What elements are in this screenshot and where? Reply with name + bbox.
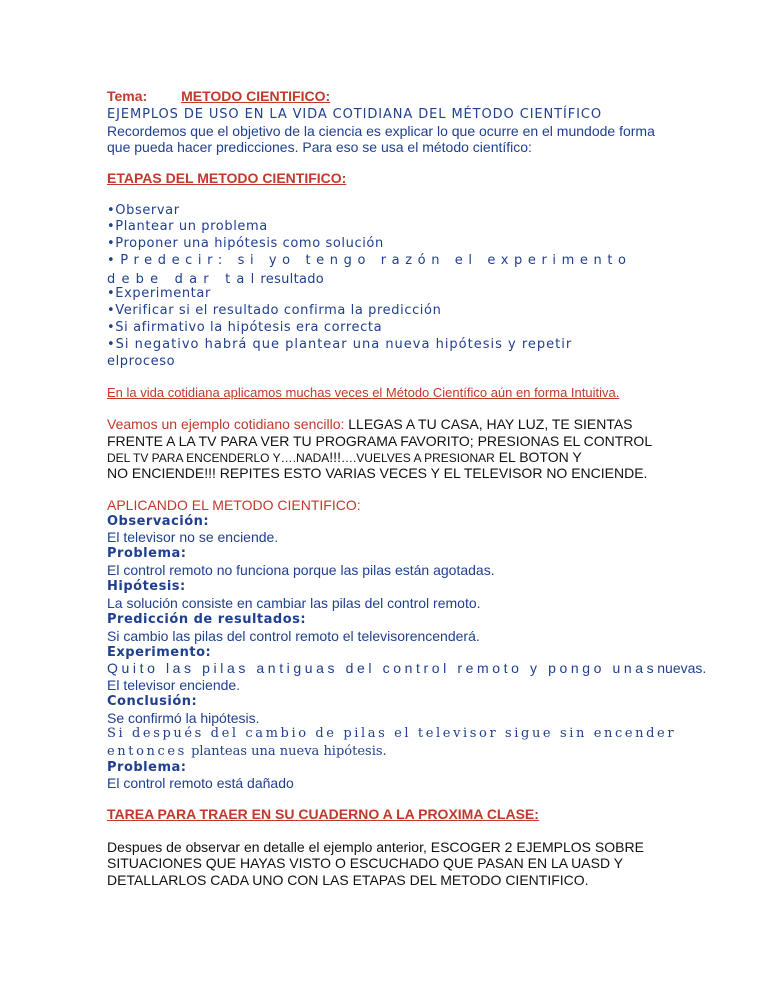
- step-proponer: •Proponer una hipótesis como solución: [107, 236, 384, 251]
- experimento-spaced: Quito las pilas antiguas del control remoto y pongo unas: [107, 660, 658, 676]
- tarea-line-1: Despues de observar en detalle el ejemplo anterior, ESCOGER 2 EJEMPLOS SOBRE: [107, 839, 644, 855]
- example-line-3-c: EL BOTON Y: [494, 449, 582, 465]
- aplicando-heading: APLICANDO EL METODO CIENTIFICO:: [107, 497, 361, 513]
- prediccion-label: Predicción de resultados:: [107, 612, 307, 627]
- step-observar: •Observar: [107, 203, 180, 218]
- conclusion-label: Conclusión:: [107, 694, 198, 709]
- si-despues-line-2: [107, 742, 387, 760]
- example-line-2: FRENTE A LA TV PARA VER TU PROGRAMA FAVORITO; PRESIONAS EL CONTROL: [107, 433, 653, 449]
- step-negativo-cont: elproceso: [107, 354, 176, 369]
- si-despues-spaced: entonces: [107, 744, 187, 759]
- title-line: [107, 88, 330, 104]
- example-line-3-a: DEL TV PARA ENCENDERLO Y….NADA: [107, 451, 330, 465]
- hipotesis-text: La solución consiste en cambiar las pilas del control remoto.: [107, 595, 481, 611]
- intro-line-2: que pueda hacer predicciones. Para eso se usa el método científico:: [107, 139, 532, 155]
- step-afirmativo: •Si afirmativo la hipótesis era correcta: [107, 320, 383, 335]
- si-despues-rest: planteas una nueva hipótesis.: [186, 744, 387, 759]
- problema-text: El control remoto no funciona porque las pilas están agotadas.: [107, 562, 495, 578]
- problema-label: Problema:: [107, 546, 187, 561]
- conclusion-text: Se confirmó la hipótesis.: [107, 710, 260, 726]
- problema2-label: Problema:: [107, 760, 187, 775]
- example-line-1: [107, 416, 633, 432]
- tema-value: METODO CIENTIFICO:: [181, 88, 331, 104]
- step-verificar: •Verificar si el resultado confirma la predicción: [107, 303, 442, 318]
- tarea-line-2: SITUACIONES QUE HAYAS VISTO O ESCUCHADO QUE PASAN EN LA UASD Y: [107, 855, 624, 871]
- si-despues-line-1: Si después del cambio de pilas el televisor sigue sin encender: [107, 726, 677, 741]
- vida-cotidiana: En la vida cotidiana aplicamos muchas veces el Método Científico aún en forma Intuitiva.: [107, 385, 620, 400]
- experimento-result: El televisor enciende.: [107, 677, 241, 693]
- step-predecir: •Predecir: si yo tengo razón el experimento: [107, 253, 632, 268]
- intro-line-1: Recordemos que el objetivo de la ciencia es explicar lo que ocurre en el mundode forma: [107, 123, 655, 139]
- example-line-3-exc: !!!: [329, 449, 341, 465]
- step-plantear: •Plantear un problema: [107, 219, 268, 234]
- observacion-text: El televisor no se enciende.: [107, 529, 279, 545]
- example-line-1-rest: LLEGAS A TU CASA, HAY LUZ, TE SIENTAS: [344, 416, 633, 432]
- tarea-line-3: DETALLARLOS CADA UNO CON LAS ETAPAS DEL METODO CIENTIFICO.: [107, 872, 589, 888]
- experimento-line: [107, 660, 706, 678]
- hipotesis-label: Hipótesis:: [107, 579, 186, 594]
- example-line-4: NO ENCIENDE!!! REPITES ESTO VARIAS VECES Y EL TELEVISOR NO ENCIENDE.: [107, 465, 648, 481]
- experimento-label: Experimento:: [107, 645, 212, 660]
- tema-label: Tema:: [107, 88, 148, 104]
- prediccion-text: Si cambio las pilas del control remoto el televisorencenderá.: [107, 628, 480, 644]
- observacion-label: Observación:: [107, 514, 210, 529]
- step-predecir-spaced: debe dar tal: [107, 272, 261, 287]
- example-line-3: [107, 449, 582, 465]
- tarea-heading: TAREA PARA TRAER EN SU CUADERNO A LA PROXIMA CLASE:: [107, 806, 539, 822]
- etapas-heading: ETAPAS DEL METODO CIENTIFICO:: [107, 170, 347, 186]
- subtitle: EJEMPLOS DE USO EN LA VIDA COTIDIANA DEL MÉTODO CIENTÍFICO: [107, 107, 602, 122]
- experimento-rest: nuevas.: [657, 660, 707, 676]
- problema2-text: El control remoto está dañado: [107, 775, 294, 791]
- example-line-3-b: ….VUELVES A PRESIONAR: [340, 451, 495, 465]
- step-experimentar: •Experimentar: [107, 286, 211, 301]
- example-lead: Veamos un ejemplo cotidiano sencillo:: [107, 416, 345, 432]
- step-predecir-rest: resultado: [260, 272, 325, 287]
- step-negativo: •Si negativo habrá que plantear una nueva hipótesis y repetir: [107, 337, 573, 352]
